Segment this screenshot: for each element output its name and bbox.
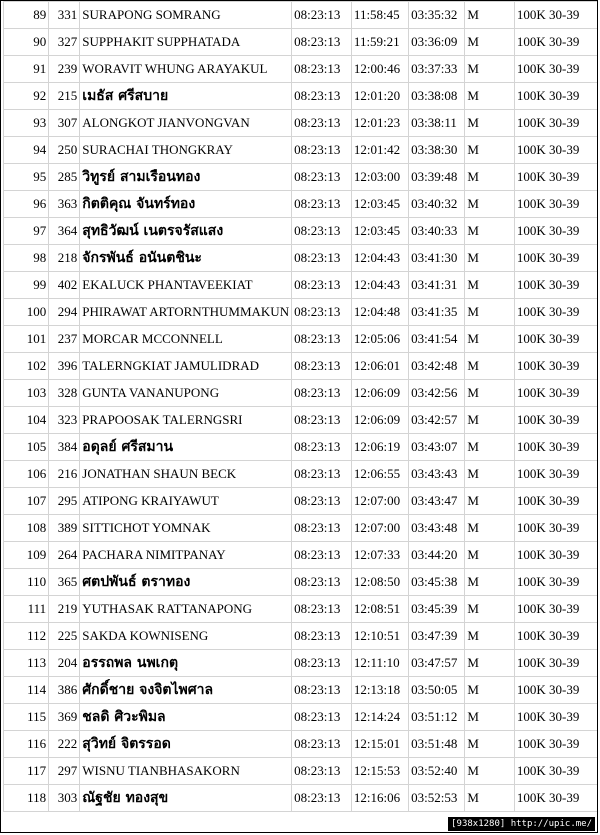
- finish-time-cell: 12:11:10: [351, 650, 408, 677]
- runner-name-cell: WISNU TIANBHASAKORN: [80, 758, 292, 785]
- table-row: [4, 407, 597, 434]
- table-row: [4, 461, 597, 488]
- finish-time-cell: 12:10:51: [351, 623, 408, 650]
- rank-cell: 114: [4, 677, 49, 704]
- finish-time-cell: 12:06:55: [351, 461, 408, 488]
- category-cell: 100K 30-39: [514, 299, 596, 326]
- gender-cell: M: [465, 731, 515, 758]
- gender-cell: M: [465, 191, 515, 218]
- category-cell: 100K 30-39: [514, 434, 596, 461]
- runner-name-cell: YUTHASAK RATTANAPONG: [80, 596, 292, 623]
- bib-cell: 218: [49, 245, 80, 272]
- bib-cell: 204: [49, 650, 80, 677]
- category-cell: 100K 30-39: [514, 677, 596, 704]
- gender-cell: M: [465, 623, 515, 650]
- runner-name-cell: สุทธิวัฒน์ เนตรจรัสแสง: [80, 218, 292, 245]
- gender-cell: M: [465, 353, 515, 380]
- start-time-cell: 08:23:13: [292, 29, 352, 56]
- rank-cell: 100: [4, 299, 49, 326]
- finish-time-cell: 12:16:06: [351, 785, 408, 812]
- gender-cell: M: [465, 650, 515, 677]
- category-cell: 100K 30-39: [514, 272, 596, 299]
- rank-cell: 107: [4, 488, 49, 515]
- net-time-cell: 03:43:07: [409, 434, 465, 461]
- bib-cell: 239: [49, 56, 80, 83]
- net-time-cell: 03:52:40: [409, 758, 465, 785]
- net-time-cell: 03:41:35: [409, 299, 465, 326]
- start-time-cell: 08:23:13: [292, 461, 352, 488]
- bib-cell: 295: [49, 488, 80, 515]
- table-row: [4, 299, 597, 326]
- finish-time-cell: 12:00:46: [351, 56, 408, 83]
- start-time-cell: 08:23:13: [292, 515, 352, 542]
- category-cell: 100K 30-39: [514, 2, 596, 29]
- rank-cell: 101: [4, 326, 49, 353]
- rank-cell: 118: [4, 785, 49, 812]
- table-row: [4, 2, 597, 29]
- net-time-cell: 03:39:48: [409, 164, 465, 191]
- table-row: [4, 110, 597, 137]
- finish-time-cell: 12:01:20: [351, 83, 408, 110]
- finish-time-cell: 12:04:43: [351, 245, 408, 272]
- net-time-cell: 03:38:08: [409, 83, 465, 110]
- table-row: [4, 731, 597, 758]
- start-time-cell: 08:23:13: [292, 326, 352, 353]
- category-cell: 100K 30-39: [514, 164, 596, 191]
- runner-name-cell: วิทูรย์ สามเรือนทอง: [80, 164, 292, 191]
- net-time-cell: 03:42:56: [409, 380, 465, 407]
- gender-cell: M: [465, 83, 515, 110]
- net-time-cell: 03:50:05: [409, 677, 465, 704]
- finish-time-cell: 12:07:00: [351, 515, 408, 542]
- start-time-cell: 08:23:13: [292, 623, 352, 650]
- runner-name-cell: จักรพันธ์ อนันตชินะ: [80, 245, 292, 272]
- table-row: [4, 650, 597, 677]
- rank-cell: 96: [4, 191, 49, 218]
- runner-name-cell: อรรถพล นพเกตุ: [80, 650, 292, 677]
- category-cell: 100K 30-39: [514, 569, 596, 596]
- runner-name-cell: PACHARA NIMITPANAY: [80, 542, 292, 569]
- bib-cell: 307: [49, 110, 80, 137]
- net-time-cell: 03:43:43: [409, 461, 465, 488]
- image-host-watermark: [938x1280] http://upic.me/: [448, 817, 595, 831]
- rank-cell: 92: [4, 83, 49, 110]
- bib-cell: 222: [49, 731, 80, 758]
- start-time-cell: 08:23:13: [292, 704, 352, 731]
- table-row: [4, 488, 597, 515]
- gender-cell: M: [465, 407, 515, 434]
- gender-cell: M: [465, 299, 515, 326]
- runner-name-cell: SAKDA KOWNISENG: [80, 623, 292, 650]
- runner-name-cell: SUPPHAKIT SUPPHATADA: [80, 29, 292, 56]
- category-cell: 100K 30-39: [514, 407, 596, 434]
- finish-time-cell: 12:01:42: [351, 137, 408, 164]
- finish-time-cell: 12:01:23: [351, 110, 408, 137]
- net-time-cell: 03:45:39: [409, 596, 465, 623]
- runner-name-cell: เมธัส ศรีสบาย: [80, 83, 292, 110]
- bib-cell: 264: [49, 542, 80, 569]
- gender-cell: M: [465, 218, 515, 245]
- bib-cell: 294: [49, 299, 80, 326]
- runner-name-cell: ศักดิ์ชาย จงจิตไพศาล: [80, 677, 292, 704]
- net-time-cell: 03:38:30: [409, 137, 465, 164]
- finish-time-cell: 12:13:18: [351, 677, 408, 704]
- finish-time-cell: 11:58:45: [351, 2, 408, 29]
- net-time-cell: 03:45:38: [409, 569, 465, 596]
- bib-cell: 215: [49, 83, 80, 110]
- gender-cell: M: [465, 704, 515, 731]
- gender-cell: M: [465, 488, 515, 515]
- runner-name-cell: PHIRAWAT ARTORNTHUMMAKUN: [80, 299, 292, 326]
- table-row: [4, 164, 597, 191]
- rank-cell: 103: [4, 380, 49, 407]
- category-cell: 100K 30-39: [514, 461, 596, 488]
- bib-cell: 384: [49, 434, 80, 461]
- start-time-cell: 08:23:13: [292, 596, 352, 623]
- start-time-cell: 08:23:13: [292, 650, 352, 677]
- runner-name-cell: TALERNGKIAT JAMULIDRAD: [80, 353, 292, 380]
- table-row: [4, 83, 597, 110]
- start-time-cell: 08:23:13: [292, 353, 352, 380]
- bib-cell: 364: [49, 218, 80, 245]
- table-row: [4, 272, 597, 299]
- bib-cell: 363: [49, 191, 80, 218]
- category-cell: 100K 30-39: [514, 83, 596, 110]
- results-table: [3, 1, 597, 812]
- table-row: [4, 56, 597, 83]
- rank-cell: 104: [4, 407, 49, 434]
- finish-time-cell: 12:04:48: [351, 299, 408, 326]
- start-time-cell: 08:23:13: [292, 245, 352, 272]
- bib-cell: 328: [49, 380, 80, 407]
- bib-cell: 323: [49, 407, 80, 434]
- category-cell: 100K 30-39: [514, 623, 596, 650]
- category-cell: 100K 30-39: [514, 29, 596, 56]
- rank-cell: 111: [4, 596, 49, 623]
- start-time-cell: 08:23:13: [292, 380, 352, 407]
- adjacent-column-edge: [591, 1, 597, 833]
- category-cell: 100K 30-39: [514, 218, 596, 245]
- net-time-cell: 03:35:32: [409, 2, 465, 29]
- finish-time-cell: 12:14:24: [351, 704, 408, 731]
- gender-cell: M: [465, 110, 515, 137]
- start-time-cell: 08:23:13: [292, 542, 352, 569]
- runner-name-cell: WORAVIT WHUNG ARAYAKUL: [80, 56, 292, 83]
- category-cell: 100K 30-39: [514, 56, 596, 83]
- runner-name-cell: SURAPONG SOMRANG: [80, 2, 292, 29]
- table-row: [4, 326, 597, 353]
- gender-cell: M: [465, 326, 515, 353]
- rank-cell: 115: [4, 704, 49, 731]
- rank-cell: 102: [4, 353, 49, 380]
- net-time-cell: 03:47:57: [409, 650, 465, 677]
- runner-name-cell: ALONGKOT JIANVONGVAN: [80, 110, 292, 137]
- rank-cell: 108: [4, 515, 49, 542]
- start-time-cell: 08:23:13: [292, 569, 352, 596]
- finish-time-cell: 12:08:50: [351, 569, 408, 596]
- gender-cell: M: [465, 461, 515, 488]
- gender-cell: M: [465, 164, 515, 191]
- table-row: [4, 515, 597, 542]
- finish-time-cell: 12:06:09: [351, 380, 408, 407]
- start-time-cell: 08:23:13: [292, 218, 352, 245]
- rank-cell: 116: [4, 731, 49, 758]
- start-time-cell: 08:23:13: [292, 137, 352, 164]
- gender-cell: M: [465, 569, 515, 596]
- gender-cell: M: [465, 785, 515, 812]
- net-time-cell: 03:42:48: [409, 353, 465, 380]
- category-cell: 100K 30-39: [514, 326, 596, 353]
- gender-cell: M: [465, 272, 515, 299]
- rank-cell: 117: [4, 758, 49, 785]
- gender-cell: M: [465, 677, 515, 704]
- category-cell: 100K 30-39: [514, 137, 596, 164]
- table-row: [4, 542, 597, 569]
- net-time-cell: 03:38:11: [409, 110, 465, 137]
- finish-time-cell: 12:03:00: [351, 164, 408, 191]
- start-time-cell: 08:23:13: [292, 83, 352, 110]
- category-cell: 100K 30-39: [514, 515, 596, 542]
- category-cell: 100K 30-39: [514, 110, 596, 137]
- gender-cell: M: [465, 29, 515, 56]
- table-row: [4, 623, 597, 650]
- table-row: [4, 29, 597, 56]
- finish-time-cell: 12:07:33: [351, 542, 408, 569]
- gender-cell: M: [465, 758, 515, 785]
- finish-time-cell: 12:06:01: [351, 353, 408, 380]
- bib-cell: 402: [49, 272, 80, 299]
- bib-cell: 389: [49, 515, 80, 542]
- start-time-cell: 08:23:13: [292, 272, 352, 299]
- finish-time-cell: 12:06:19: [351, 434, 408, 461]
- rank-cell: 95: [4, 164, 49, 191]
- rank-cell: 94: [4, 137, 49, 164]
- start-time-cell: 08:23:13: [292, 2, 352, 29]
- rank-cell: 98: [4, 245, 49, 272]
- category-cell: 100K 30-39: [514, 758, 596, 785]
- runner-name-cell: MORCAR MCCONNELL: [80, 326, 292, 353]
- category-cell: 100K 30-39: [514, 191, 596, 218]
- rank-cell: 93: [4, 110, 49, 137]
- table-row: [4, 218, 597, 245]
- bib-cell: 327: [49, 29, 80, 56]
- start-time-cell: 08:23:13: [292, 785, 352, 812]
- rank-cell: 105: [4, 434, 49, 461]
- net-time-cell: 03:41:31: [409, 272, 465, 299]
- gender-cell: M: [465, 137, 515, 164]
- category-cell: 100K 30-39: [514, 380, 596, 407]
- net-time-cell: 03:43:48: [409, 515, 465, 542]
- rank-cell: 91: [4, 56, 49, 83]
- runner-name-cell: SURACHAI THONGKRAY: [80, 137, 292, 164]
- net-time-cell: 03:47:39: [409, 623, 465, 650]
- net-time-cell: 03:41:54: [409, 326, 465, 353]
- category-cell: 100K 30-39: [514, 704, 596, 731]
- bib-cell: 225: [49, 623, 80, 650]
- start-time-cell: 08:23:13: [292, 110, 352, 137]
- category-cell: 100K 30-39: [514, 542, 596, 569]
- table-row: [4, 596, 597, 623]
- rank-cell: 90: [4, 29, 49, 56]
- table-row: [4, 677, 597, 704]
- finish-time-cell: 12:08:51: [351, 596, 408, 623]
- table-row: [4, 380, 597, 407]
- start-time-cell: 08:23:13: [292, 488, 352, 515]
- table-row: [4, 569, 597, 596]
- net-time-cell: 03:41:30: [409, 245, 465, 272]
- bib-cell: 396: [49, 353, 80, 380]
- category-cell: 100K 30-39: [514, 785, 596, 812]
- rank-cell: 110: [4, 569, 49, 596]
- net-time-cell: 03:42:57: [409, 407, 465, 434]
- bib-cell: 369: [49, 704, 80, 731]
- finish-time-cell: 11:59:21: [351, 29, 408, 56]
- start-time-cell: 08:23:13: [292, 731, 352, 758]
- gender-cell: M: [465, 245, 515, 272]
- bib-cell: 331: [49, 2, 80, 29]
- rank-cell: 99: [4, 272, 49, 299]
- net-time-cell: 03:51:48: [409, 731, 465, 758]
- gender-cell: M: [465, 434, 515, 461]
- start-time-cell: 08:23:13: [292, 56, 352, 83]
- bib-cell: 297: [49, 758, 80, 785]
- rank-cell: 89: [4, 2, 49, 29]
- runner-name-cell: EKALUCK PHANTAVEEKIAT: [80, 272, 292, 299]
- runner-name-cell: ศตปพันธ์ ตราทอง: [80, 569, 292, 596]
- start-time-cell: 08:23:13: [292, 677, 352, 704]
- finish-time-cell: 12:07:00: [351, 488, 408, 515]
- category-cell: 100K 30-39: [514, 353, 596, 380]
- finish-time-cell: 12:15:01: [351, 731, 408, 758]
- finish-time-cell: 12:06:09: [351, 407, 408, 434]
- category-cell: 100K 30-39: [514, 245, 596, 272]
- gender-cell: M: [465, 56, 515, 83]
- table-row: [4, 137, 597, 164]
- start-time-cell: 08:23:13: [292, 299, 352, 326]
- start-time-cell: 08:23:13: [292, 758, 352, 785]
- bib-cell: 386: [49, 677, 80, 704]
- category-cell: 100K 30-39: [514, 596, 596, 623]
- category-cell: 100K 30-39: [514, 650, 596, 677]
- rank-cell: 113: [4, 650, 49, 677]
- bib-cell: 219: [49, 596, 80, 623]
- table-row: [4, 245, 597, 272]
- finish-time-cell: 12:04:43: [351, 272, 408, 299]
- start-time-cell: 08:23:13: [292, 407, 352, 434]
- table-row: [4, 191, 597, 218]
- rank-cell: 109: [4, 542, 49, 569]
- start-time-cell: 08:23:13: [292, 434, 352, 461]
- net-time-cell: 03:44:20: [409, 542, 465, 569]
- category-cell: 100K 30-39: [514, 731, 596, 758]
- gender-cell: M: [465, 542, 515, 569]
- bib-cell: 216: [49, 461, 80, 488]
- runner-name-cell: กิตติคุณ จันทร์ทอง: [80, 191, 292, 218]
- table-row: [4, 434, 597, 461]
- runner-name-cell: ATIPONG KRAIYAWUT: [80, 488, 292, 515]
- start-time-cell: 08:23:13: [292, 164, 352, 191]
- runner-name-cell: ณัฐชัย ทองสุข: [80, 785, 292, 812]
- rank-cell: 112: [4, 623, 49, 650]
- table-row: [4, 704, 597, 731]
- bib-cell: 303: [49, 785, 80, 812]
- finish-time-cell: 12:03:45: [351, 191, 408, 218]
- runner-name-cell: ชลดิ ศิวะพิมล: [80, 704, 292, 731]
- bib-cell: 365: [49, 569, 80, 596]
- table-row: [4, 758, 597, 785]
- net-time-cell: 03:37:33: [409, 56, 465, 83]
- rank-cell: 106: [4, 461, 49, 488]
- net-time-cell: 03:40:32: [409, 191, 465, 218]
- finish-time-cell: 12:15:53: [351, 758, 408, 785]
- category-cell: 100K 30-39: [514, 488, 596, 515]
- runner-name-cell: GUNTA VANANUPONG: [80, 380, 292, 407]
- bib-cell: 285: [49, 164, 80, 191]
- runner-name-cell: SITTICHOT YOMNAK: [80, 515, 292, 542]
- results-table-body: [4, 2, 597, 812]
- bib-cell: 237: [49, 326, 80, 353]
- net-time-cell: 03:40:33: [409, 218, 465, 245]
- runner-name-cell: สุวิทย์ จิตรรอด: [80, 731, 292, 758]
- gender-cell: M: [465, 2, 515, 29]
- gender-cell: M: [465, 380, 515, 407]
- net-time-cell: 03:51:12: [409, 704, 465, 731]
- net-time-cell: 03:52:53: [409, 785, 465, 812]
- runner-name-cell: JONATHAN SHAUN BECK: [80, 461, 292, 488]
- table-row: [4, 353, 597, 380]
- runner-name-cell: อดุลย์ ศรีสมาน: [80, 434, 292, 461]
- bib-cell: 250: [49, 137, 80, 164]
- table-row: [4, 785, 597, 812]
- start-time-cell: 08:23:13: [292, 191, 352, 218]
- gender-cell: M: [465, 515, 515, 542]
- net-time-cell: 03:43:47: [409, 488, 465, 515]
- rank-cell: 97: [4, 218, 49, 245]
- finish-time-cell: 12:05:06: [351, 326, 408, 353]
- runner-name-cell: PRAPOOSAK TALERNGSRI: [80, 407, 292, 434]
- gender-cell: M: [465, 596, 515, 623]
- net-time-cell: 03:36:09: [409, 29, 465, 56]
- finish-time-cell: 12:03:45: [351, 218, 408, 245]
